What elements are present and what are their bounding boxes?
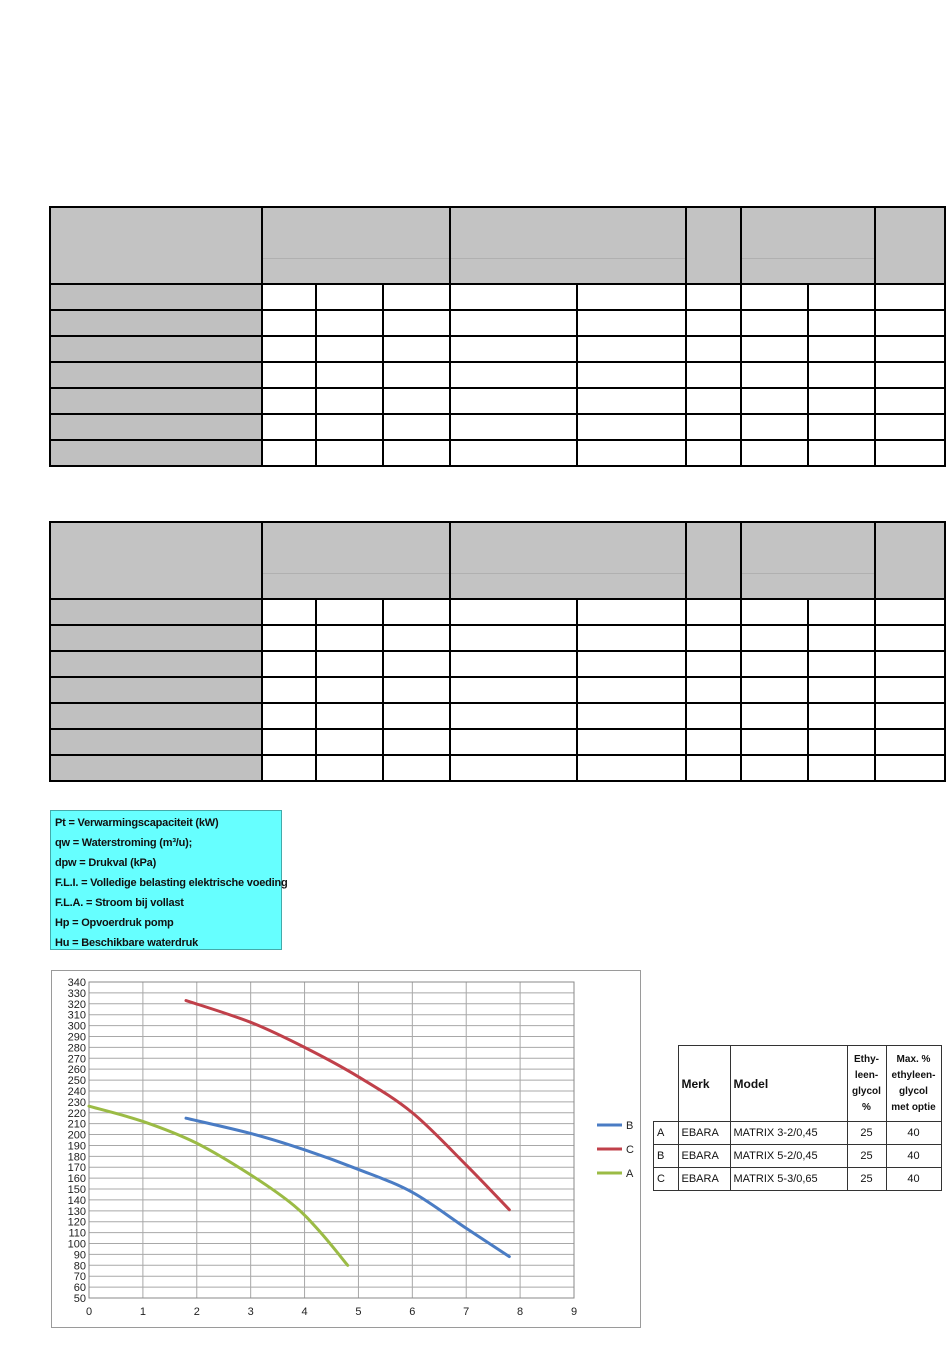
- spec-table-2: [49, 521, 946, 782]
- x-tick-label: 1: [139, 1306, 146, 1318]
- header-cell: [450, 259, 686, 285]
- model-header: Model: [730, 1046, 847, 1122]
- table-row: [50, 703, 945, 729]
- pump-table: [653, 1045, 942, 1191]
- header-cell: [50, 522, 262, 599]
- y-tick-label: 230: [67, 1096, 86, 1109]
- merk-header: Merk: [678, 1046, 730, 1122]
- row-model: MATRIX 5-2/0,45: [730, 1145, 847, 1168]
- row-model: MATRIX 3-2/0,45: [730, 1122, 847, 1145]
- header-cell: [741, 207, 875, 259]
- x-tick-label: 0: [85, 1306, 93, 1318]
- table-row: [50, 440, 945, 466]
- spec-table-1: [49, 206, 946, 467]
- table-row: [50, 625, 945, 651]
- table-row: [654, 1168, 942, 1191]
- row-max: 40: [886, 1122, 941, 1145]
- y-tick-label: 100: [67, 1238, 86, 1251]
- y-tick-label: 140: [67, 1194, 86, 1207]
- x-tick-label: 2: [193, 1306, 200, 1318]
- y-tick-label: 200: [67, 1129, 86, 1142]
- header-cell: [262, 207, 450, 259]
- row-glycol: 25: [847, 1122, 886, 1145]
- header-cell: [450, 207, 686, 259]
- y-tick-label: 340: [67, 977, 86, 989]
- legend-line: dpw = Drukval (kPa): [55, 857, 157, 869]
- row-id: A: [654, 1122, 679, 1145]
- legend-line: Hp = Opvoerdruk pomp: [55, 917, 174, 929]
- header-cell: [686, 207, 741, 284]
- legend-line: Hu = Beschikbare waterdruk: [55, 937, 199, 949]
- header-cell: [875, 522, 945, 599]
- table-row: [50, 284, 945, 310]
- y-tick-label: 330: [67, 987, 86, 1000]
- y-tick-label: 120: [67, 1216, 86, 1229]
- row-merk: EBARA: [678, 1145, 730, 1168]
- y-tick-label: 60: [73, 1282, 86, 1295]
- table-row: [50, 336, 945, 362]
- series-line-a: [89, 1106, 348, 1265]
- chart-svg: [52, 971, 640, 1327]
- header-cell: [875, 207, 945, 284]
- header-cell: [50, 207, 262, 284]
- y-tick-label: 300: [67, 1020, 86, 1033]
- header-cell: [741, 574, 875, 600]
- table-row: [50, 388, 945, 414]
- x-tick-label: 3: [247, 1306, 254, 1318]
- table-row: [654, 1122, 942, 1145]
- row-merk: EBARA: [678, 1168, 730, 1191]
- row-max: 40: [886, 1145, 941, 1168]
- header-cell: [686, 522, 741, 599]
- row-id: C: [654, 1168, 679, 1191]
- x-tick-label: 6: [409, 1306, 416, 1318]
- row-glycol: 25: [847, 1168, 886, 1191]
- y-tick-label: 310: [67, 1009, 86, 1022]
- table-row: [50, 362, 945, 388]
- row-merk: EBARA: [678, 1122, 730, 1145]
- legend-line: F.L.I. = Volledige belasting elektrische voeding: [55, 877, 288, 889]
- header-cell: [741, 259, 875, 285]
- y-tick-label: 110: [68, 1227, 86, 1240]
- row-glycol: 25: [847, 1145, 886, 1168]
- y-tick-label: 210: [67, 1118, 86, 1131]
- glycol-header: Ethy- leen- glycol %: [847, 1046, 886, 1122]
- header-cell: [262, 522, 450, 574]
- series-line-b: [186, 1118, 509, 1256]
- y-tick-label: 220: [67, 1107, 86, 1120]
- y-tick-label: 180: [67, 1151, 86, 1164]
- y-tick-label: 270: [67, 1053, 86, 1066]
- y-tick-label: 90: [73, 1249, 86, 1262]
- table-row: [50, 729, 945, 755]
- table-row: [50, 599, 945, 625]
- legend-label-c: C: [626, 1144, 634, 1156]
- abbreviation-legend: [50, 810, 288, 950]
- max-glycol-header: Max. % ethyleen- glycol met optie: [886, 1046, 941, 1122]
- header-cell: [262, 574, 450, 600]
- legend-label-b: B: [626, 1120, 634, 1132]
- y-tick-label: 160: [67, 1173, 86, 1186]
- y-tick-label: 280: [67, 1042, 86, 1055]
- y-tick-label: 80: [73, 1260, 86, 1273]
- header-cell: [450, 574, 686, 600]
- y-tick-label: 290: [67, 1031, 86, 1044]
- row-max: 40: [886, 1168, 941, 1191]
- y-tick-label: 50: [73, 1293, 86, 1305]
- row-id: B: [654, 1145, 679, 1168]
- table-row: [50, 310, 945, 336]
- x-tick-label: 7: [463, 1306, 470, 1318]
- legend-line: Pt = Verwarmingscapaciteit (kW): [55, 817, 219, 829]
- y-tick-label: 130: [67, 1205, 86, 1218]
- row-model: MATRIX 5-3/0,65: [730, 1168, 847, 1191]
- header-cell: [741, 522, 875, 574]
- table-row: [50, 755, 945, 781]
- x-tick-label: 9: [570, 1306, 578, 1318]
- pump-curve-chart: [51, 970, 641, 1328]
- table-row: [50, 414, 945, 440]
- y-tick-label: 70: [73, 1271, 86, 1284]
- x-tick-label: 4: [301, 1306, 308, 1318]
- table-row: [654, 1145, 942, 1168]
- y-tick-label: 260: [67, 1064, 86, 1077]
- y-tick-label: 250: [67, 1075, 86, 1088]
- legend-line: qw = Waterstroming (m³/u);: [55, 837, 193, 849]
- legend-label-a: A: [626, 1168, 634, 1180]
- x-tick-label: 8: [517, 1306, 524, 1318]
- x-tick-label: 5: [355, 1306, 362, 1318]
- table-row: [50, 677, 945, 703]
- y-tick-label: 320: [67, 998, 86, 1011]
- y-tick-label: 190: [67, 1140, 86, 1153]
- y-tick-label: 170: [67, 1162, 86, 1175]
- header-cell: [450, 522, 686, 574]
- y-tick-label: 240: [67, 1085, 86, 1098]
- header-cell: [262, 259, 450, 285]
- legend-line: F.L.A. = Stroom bij vollast: [55, 897, 184, 909]
- table-row: [50, 651, 945, 677]
- y-tick-label: 150: [67, 1184, 86, 1197]
